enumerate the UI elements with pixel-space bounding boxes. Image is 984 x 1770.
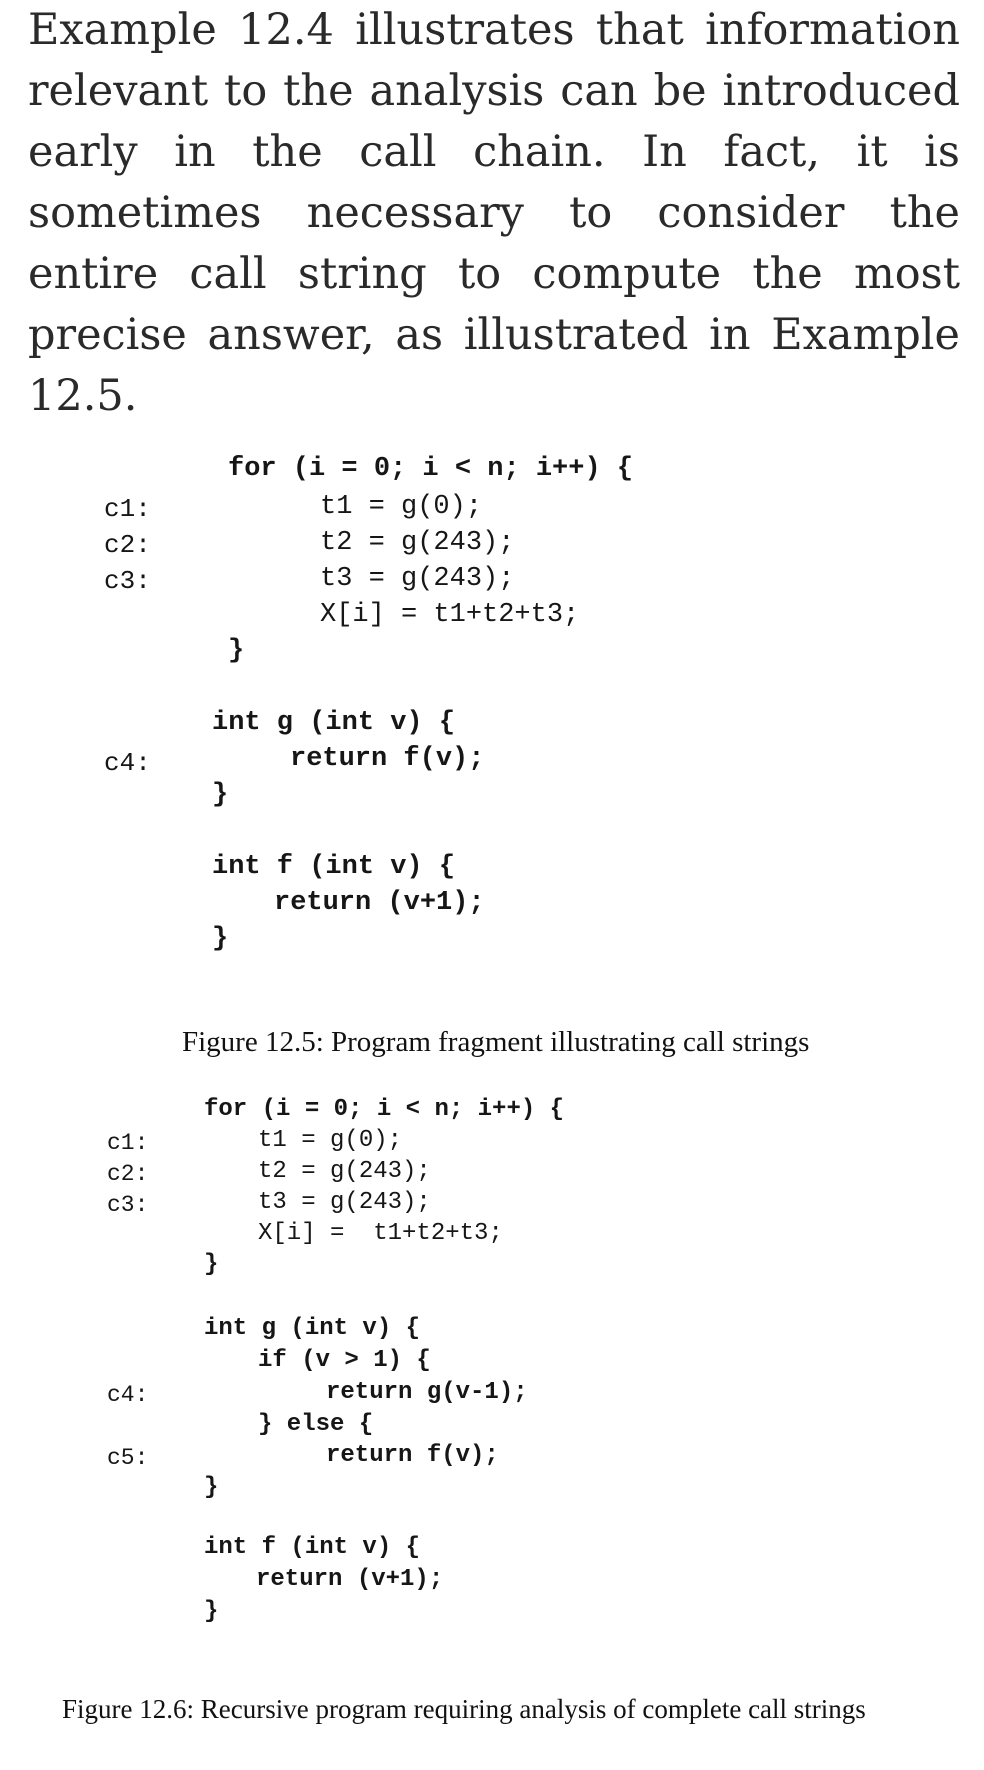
call-site-label-c2: c2:	[104, 530, 151, 560]
code-line-xi: X[i] = t1+t2+t3;	[258, 1220, 503, 1247]
call-site-label-c1: c1:	[104, 494, 151, 524]
code-line-f-call: return f(v);	[326, 1442, 499, 1469]
code-line-f-return: return (v+1);	[256, 1566, 444, 1593]
code-line-close-for: }	[204, 1251, 219, 1278]
body-paragraph: Example 12.4 illustrates that information relevant to the analysis can be introduced early in the call chain. In fact, it is sometimes necessary to consider the entire call string to compute the most precise answer, as illustrated in Example 12.5.	[28, 5, 960, 421]
code-line-close-f: }	[212, 924, 229, 954]
code-line-xi: X[i] = t1+t2+t3;	[320, 600, 580, 630]
code-line-g-decl: int g (int v) {	[212, 708, 456, 738]
code-line-f-return: return (v+1);	[274, 888, 485, 918]
call-site-label-c3: c3:	[104, 566, 151, 596]
figure-caption: Figure 12.6: Recursive program requiring analysis of complete call strings	[62, 1694, 866, 1724]
code-line-for: for (i = 0; i < n; i++) {	[204, 1096, 565, 1123]
code-line-t1: t1 = g(0);	[258, 1127, 403, 1154]
call-site-label-c4: c4:	[104, 748, 151, 778]
code-line-f-decl: int f (int v) {	[204, 1534, 421, 1561]
code-line-g-recursive: return g(v-1);	[326, 1379, 528, 1406]
code-line-else: } else {	[258, 1411, 374, 1438]
code-line-t3: t3 = g(243);	[258, 1189, 431, 1216]
figure-caption: Figure 12.5: Program fragment illustrating call strings	[182, 1026, 810, 1058]
call-site-label-c5: c5:	[107, 1445, 149, 1471]
code-line-f-decl: int f (int v) {	[212, 852, 456, 882]
call-site-label-c4: c4:	[107, 1382, 149, 1408]
code-line-if: if (v > 1) {	[258, 1347, 431, 1374]
code-line-t3: t3 = g(243);	[320, 564, 515, 594]
call-site-label-c3: c3:	[107, 1192, 149, 1218]
code-line-close-g: }	[204, 1474, 219, 1501]
code-line-for: for (i = 0; i < n; i++) {	[228, 454, 634, 484]
code-line-close-g: }	[212, 780, 229, 810]
call-site-label-c1: c1:	[107, 1130, 149, 1156]
code-line-close-for: }	[228, 636, 245, 666]
code-line-g-decl: int g (int v) {	[204, 1315, 421, 1342]
code-line-t2: t2 = g(243);	[258, 1158, 431, 1185]
code-line-g-return: return f(v);	[290, 744, 485, 774]
code-line-t1: t1 = g(0);	[320, 492, 483, 522]
code-line-t2: t2 = g(243);	[320, 528, 515, 558]
code-line-close-f: }	[204, 1598, 219, 1625]
call-site-label-c2: c2:	[107, 1161, 149, 1187]
